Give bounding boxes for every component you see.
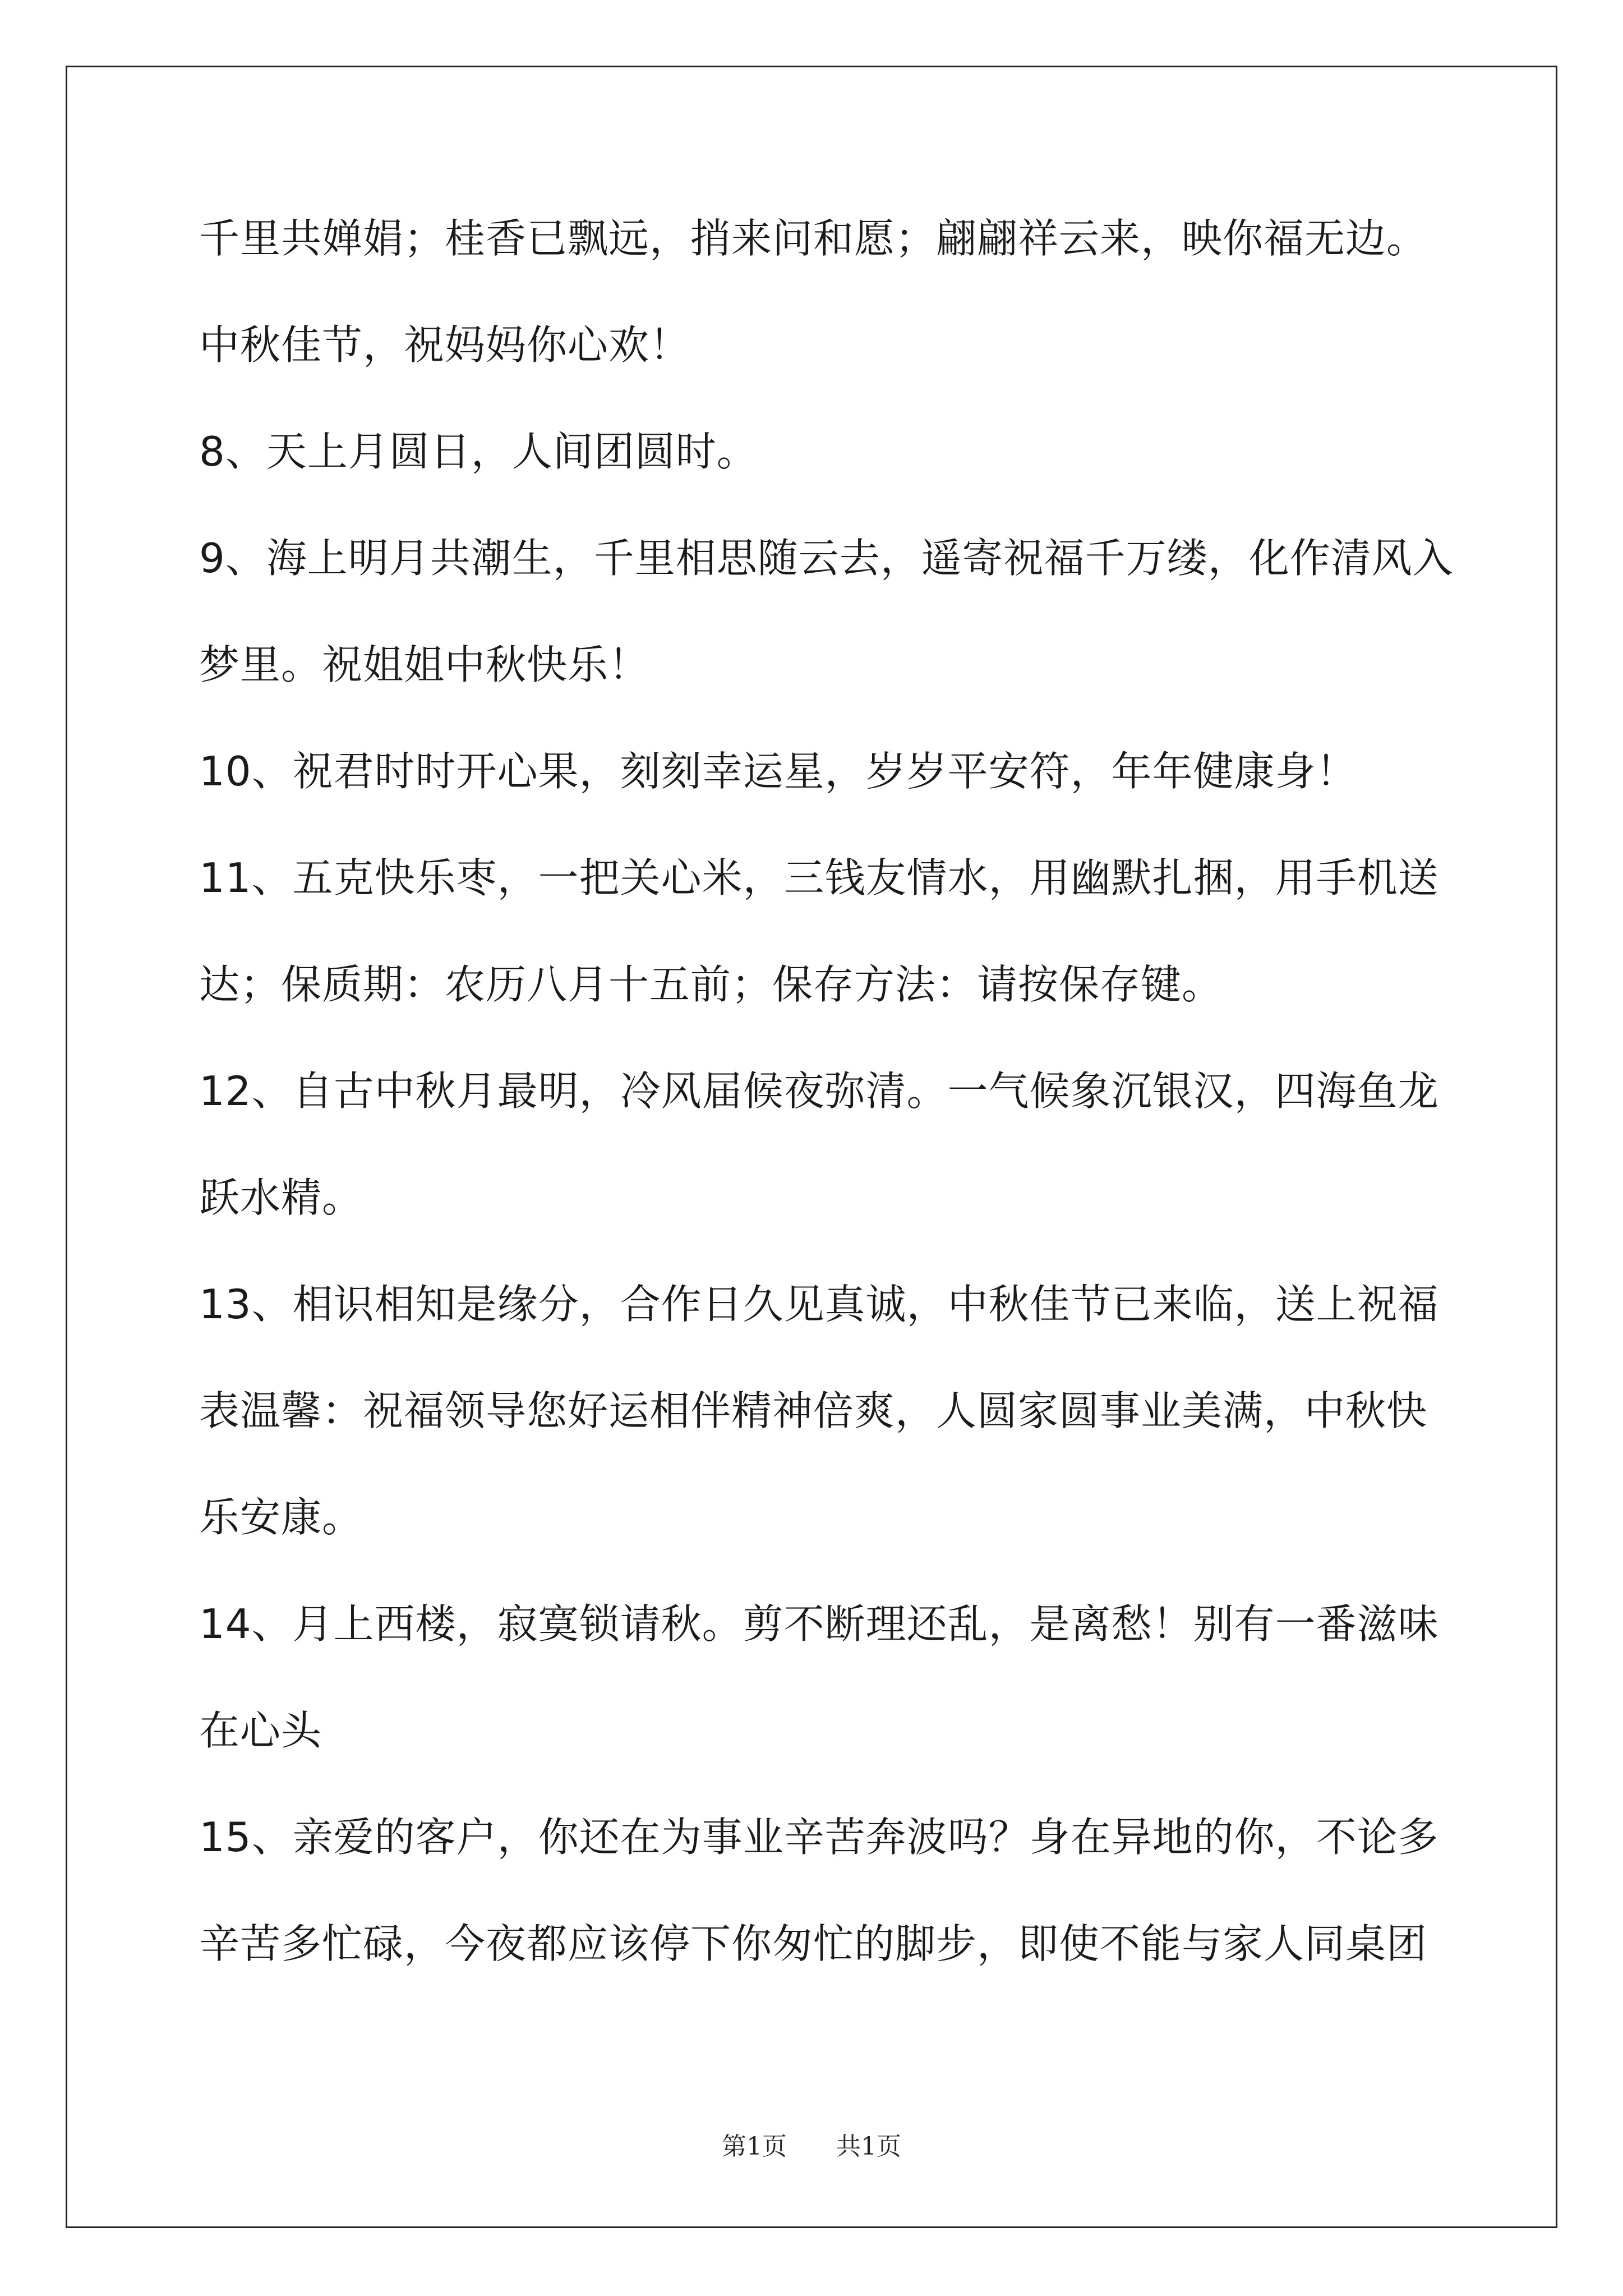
text-line: 乐安康。 <box>199 1494 363 1541</box>
document-body <box>199 185 1454 1997</box>
text-line: 13、相识相知是缘分，合作日久见真诚，中秋佳节已来临，送上祝福 <box>199 1281 1439 1328</box>
text-line: 跃水精。 <box>199 1174 363 1221</box>
text-line: 8、天上月圆日，人间团圆时。 <box>199 428 758 475</box>
text-line: 辛苦多忙碌，今夜都应该停下你匆忙的脚步，即使不能与家人同桌团 <box>199 1920 1428 1967</box>
text-line: 千里共婵娟；桂香已飘远，捎来问和愿；翩翩祥云来，映你福无边。 <box>199 215 1428 262</box>
text-line: 12、自古中秋月最明，冷风届候夜弥清。一气候象沉银汉，四海鱼龙 <box>199 1068 1439 1115</box>
text-line: 10、祝君时时开心果，刻刻幸运星，岁岁平安符，年年健康身！ <box>199 748 1357 795</box>
text-line: 14、月上西楼，寂寞锁请秋。剪不断理还乱，是离愁！别有一番滋味 <box>199 1600 1439 1648</box>
text-line: 达；保质期：农历八月十五前；保存方法：请按保存键。 <box>199 961 1223 1008</box>
text-line: 梦里。祝姐姐中秋快乐！ <box>199 641 650 688</box>
text-line: 中秋佳节，祝妈妈你心欢！ <box>199 321 691 369</box>
page-total: 共1页 <box>836 2132 901 2161</box>
text-line: 15、亲爱的客户，你还在为事业辛苦奔波吗？身在异地的你，不论多 <box>199 1814 1439 1861</box>
text-line: 9、海上明月共潮生，千里相思随云去，遥寄祝福千万缕，化作清风入 <box>199 535 1454 582</box>
text-line: 11、五克快乐枣，一把关心米，三钱友情水，用幽默扎捆，用手机送 <box>199 854 1439 901</box>
text-line: 在心头 <box>199 1707 322 1754</box>
page-footer <box>0 2126 1623 2162</box>
page-number: 第1页 <box>722 2132 787 2161</box>
text-line: 表温馨：祝福领导您好运相伴精神倍爽，人圆家圆事业美满，中秋快 <box>199 1387 1428 1434</box>
